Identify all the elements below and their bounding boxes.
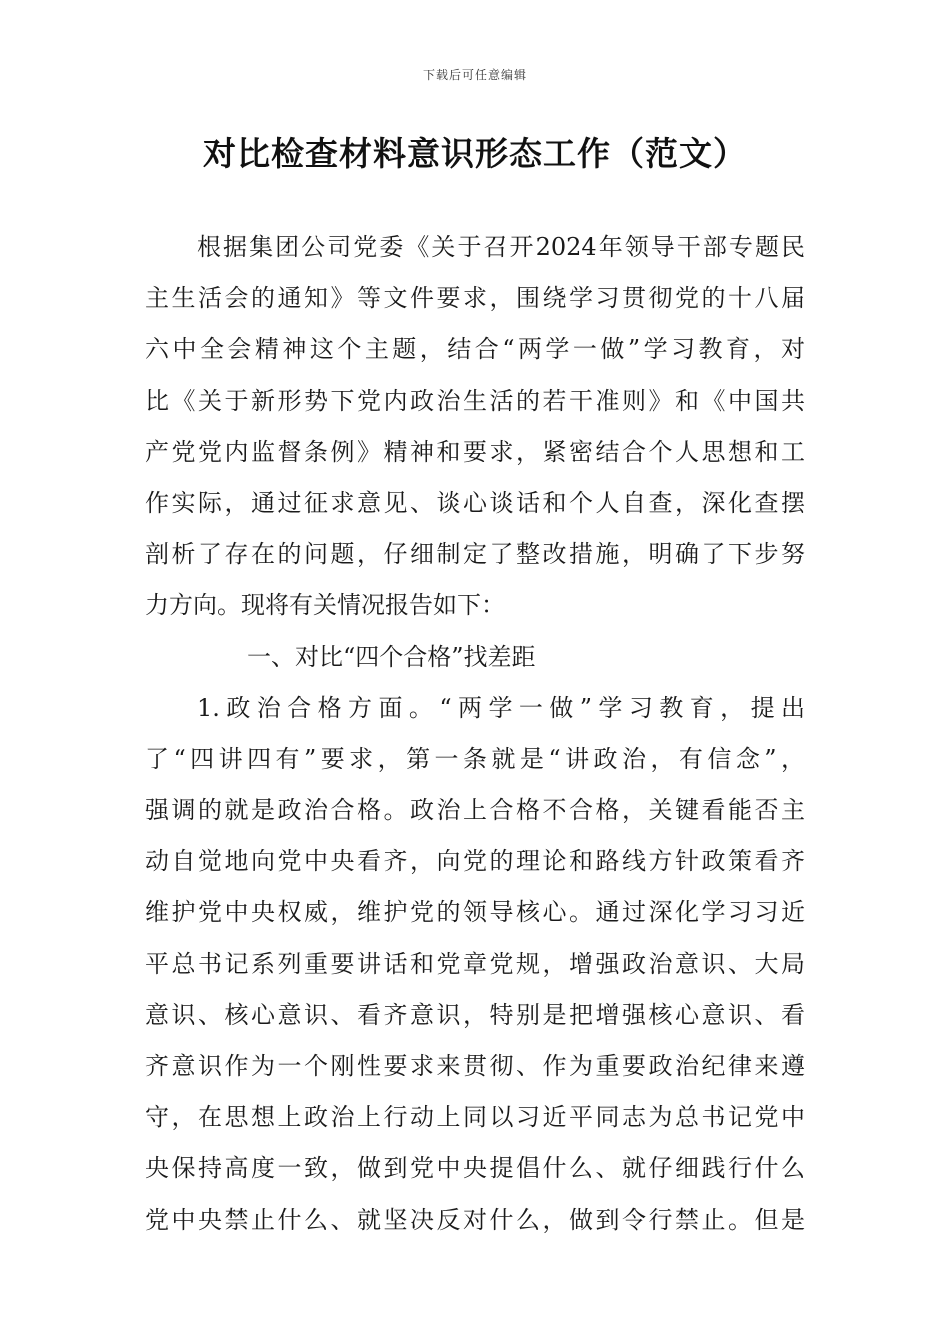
body-line: 六中全会精神这个主题，结合“两学一做”学习教育，对 [145,335,805,364]
body-line: 剖析了存在的问题，仔细制定了整改措施，明确了下步努 [145,540,805,569]
document-body [145,222,805,1246]
body-line: 平总书记系列重要讲话和党章党规，增强政治意识、大局 [145,949,805,978]
header-note: 下载后可任意编辑 [422,68,527,82]
body-line: 意识、核心意识、看齐意识，特别是把增强核心意识、看 [145,1000,805,1029]
body-line: 党中央禁止什么、就坚决反对什么，做到令行禁止。但是 [145,1205,805,1234]
body-line: 动自觉地向党中央看齐，向党的理论和路线方针政策看齐 [145,847,805,876]
section-heading: 一、对比“四个合格”找差距 [247,642,536,671]
body-line: 根据集团公司党委《关于召开2024年领导干部专题民 [197,233,805,261]
body-line: 作实际，通过征求意见、谈心谈话和个人自查，深化查摆 [145,488,805,517]
body-line: 了“四讲四有”要求，第一条就是“讲政治，有信念”， [145,744,805,773]
body-line: 比《关于新形势下党内政治生活的若干准则》和《中国共 [145,386,805,415]
body-line: 主生活会的通知》等文件要求，围绕学习贯彻党的十八届 [145,284,805,313]
body-line: 1.政治合格方面。“两学一做”学习教育，提出 [197,693,805,722]
body-line: 守，在思想上政治上行动上同以习近平同志为总书记党中 [145,1103,805,1132]
body-line: 强调的就是政治合格。政治上合格不合格，关键看能否主 [145,796,805,825]
body-line: 央保持高度一致，做到党中央提倡什么、就仔细践行什么 [145,1154,805,1183]
document-title: 对比检查材料意识形态工作（范文） [203,134,747,173]
body-line: 产党党内监督条例》精神和要求，紧密结合个人思想和工 [145,437,805,466]
body-line: 力方向。现将有关情况报告如下： [145,591,505,620]
body-line: 维护党中央权威，维护党的领导核心。通过深化学习习近 [145,898,805,927]
body-line: 齐意识作为一个刚性要求来贯彻、作为重要政治纪律来遵 [145,1052,805,1080]
